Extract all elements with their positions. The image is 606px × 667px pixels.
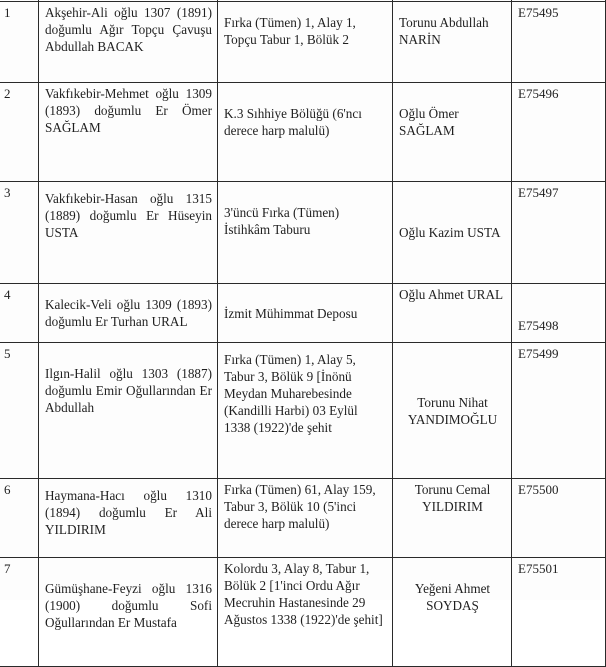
heir-cell: Oğlu Ömer SAĞLAM xyxy=(393,83,512,182)
row-number: 2 xyxy=(0,83,39,182)
heir-cell: Torunu Abdullah NARİN xyxy=(393,2,512,83)
row-number: 1 xyxy=(0,2,39,83)
record-code: E75498 xyxy=(512,284,606,343)
table-row xyxy=(0,83,606,182)
person-cell: Vakfıkebir-Hasan oğlu 1315 (1889) doğumlu Er Hüseyin USTA xyxy=(39,182,218,284)
row-number: 6 xyxy=(0,479,39,558)
unit-cell: K.3 Sıhhiye Bölüğü (6'ncı derece harp malulü) xyxy=(218,83,393,182)
table-row xyxy=(0,558,606,667)
unit-cell: Kolordu 3, Alay 8, Tabur 1, Bölük 2 [1'inci Ordu Ağır Mecruhin Hastanesinde 29 Ağustos 1338 (1922)'de şehit] xyxy=(218,558,393,667)
unit-cell: Fırka (Tümen) 61, Alay 159, Tabur 3, Bölük 10 (5'inci derece harp malulü) xyxy=(218,479,393,558)
heir-cell: Oğlu Kazim USTA xyxy=(393,182,512,284)
person-cell: Gümüşhane-Feyzi oğlu 1316 (1900) doğumlu Sofi Oğullarından Er Mustafa xyxy=(39,558,218,667)
person-cell: Ilgın-Halil oğlu 1303 (1887) doğumlu Emir Oğullarından Er Abdullah xyxy=(39,343,218,479)
unit-cell: Fırka (Tümen) 1, Alay 5, Tabur 3, Bölük 9 [İnönü Meydan Muharebesinde (Kandilli Harbi) 03 Eylül 1338 (1922)'de şehit xyxy=(218,343,393,479)
row-number: 5 xyxy=(0,343,39,479)
heir-cell: Torunu Nihat YANDIMOĞLU xyxy=(393,343,512,479)
person-cell: Akşehir-Ali oğlu 1307 (1891) doğumlu Ağır Topçu Çavuşu Abdullah BACAK xyxy=(39,2,218,83)
heir-cell: Torunu Cemal YILDIRIM xyxy=(393,479,512,558)
table-row xyxy=(0,479,606,558)
unit-cell: 3'üncü Fırka (Tümen) İstihkâm Taburu xyxy=(218,182,393,284)
person-cell: Haymana-Hacı oğlu 1310 (1894) doğumlu Er Ali YILDIRIM xyxy=(39,479,218,558)
row-number: 4 xyxy=(0,284,39,343)
record-code: E75500 xyxy=(512,479,606,558)
record-code: E75496 xyxy=(512,83,606,182)
record-code: E75501 xyxy=(512,558,606,667)
table-row xyxy=(0,182,606,284)
record-code: E75497 xyxy=(512,182,606,284)
heir-cell: Yeğeni Ahmet SOYDAŞ xyxy=(393,558,512,667)
table-row xyxy=(0,284,606,343)
unit-cell: İzmit Mühimmat Deposu xyxy=(218,284,393,343)
table-row xyxy=(0,343,606,479)
record-code: E75495 xyxy=(512,2,606,83)
person-cell: Kalecik-Veli oğlu 1309 (1893) doğumlu Er Turhan URAL xyxy=(39,284,218,343)
heir-cell: Oğlu Ahmet URAL xyxy=(393,284,512,343)
unit-cell: Fırka (Tümen) 1, Alay 1, Topçu Tabur 1, Bölük 2 xyxy=(218,2,393,83)
row-number: 7 xyxy=(0,558,39,667)
table-row xyxy=(0,2,606,83)
record-code: E75499 xyxy=(512,343,606,479)
person-cell: Vakfıkebir-Mehmet oğlu 1309 (1893) doğumlu Er Ömer SAĞLAM xyxy=(39,83,218,182)
row-number: 3 xyxy=(0,182,39,284)
